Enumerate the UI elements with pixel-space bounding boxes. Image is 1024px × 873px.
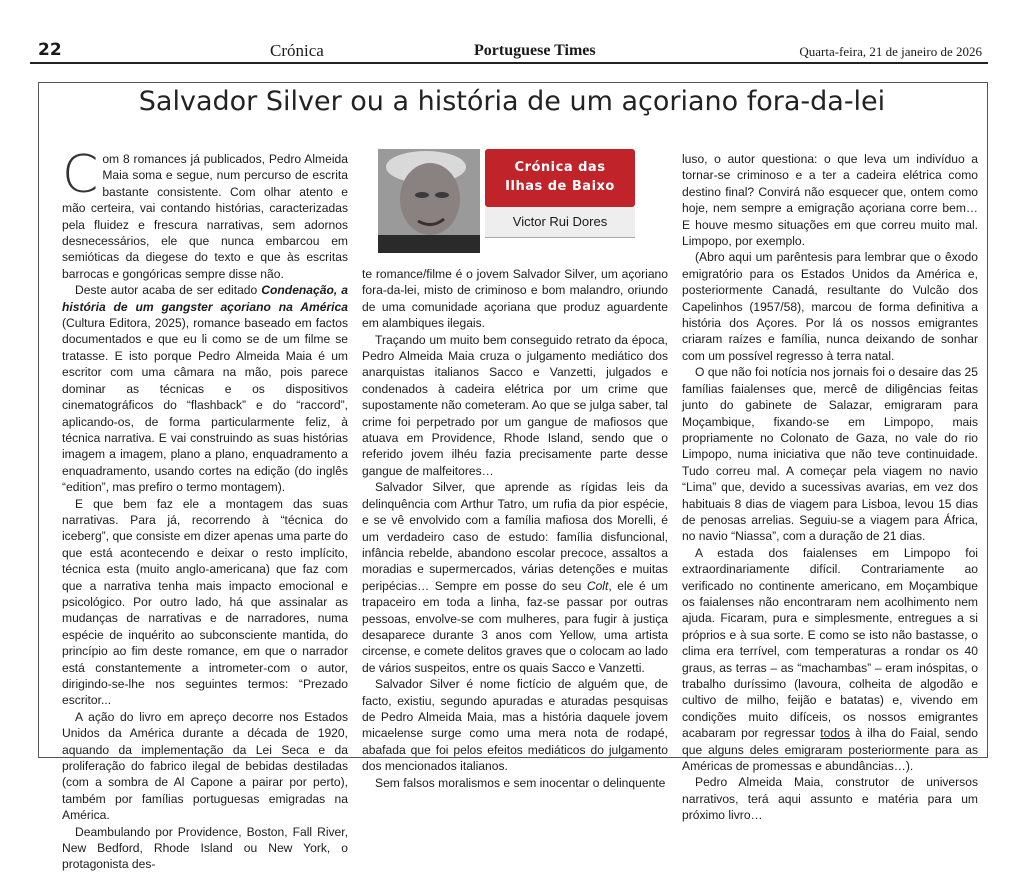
column-author: Victor Rui Dores xyxy=(485,207,635,238)
article-column-3 xyxy=(682,151,978,824)
article-column-1 xyxy=(62,145,348,873)
paragraph: Sem falsos moralismos e sem inocentar o delinquente xyxy=(375,775,666,790)
portrait-illustration xyxy=(378,149,480,253)
newspaper-name: Portuguese Times xyxy=(474,42,596,59)
paragraph: Pedro Almeida Maia, construtor de universos narrativos, terá aqui assunto e matéria para um próximo livro… xyxy=(682,775,978,823)
page-number: 22 xyxy=(38,40,62,60)
column-header-box xyxy=(378,149,658,253)
paragraph: A ação do livro em apreço decorre nos Estados Unidos da América durante a década de 1920, aquando da implementação da Lei Seca e da proliferação do fabrico ilegal de bebidas destiladas (com a sombra de Al Capone a pairar por perto), também por famílias portuguesas emigradas na América. xyxy=(62,709,348,823)
paragraph: Salvador Silver, que aprende as rígidas leis da delinquência com Arthur Tatro, um rufia da pior espécie, e se vê envolvido com a família mafiosa dos Morelli, é um verdadeiro caso de estudo: família disfuncional, infância rebelde, abandono escolar precoce, assaltos a moradias e supermercados, várias detenções e muitas peripécias… Sempre em posse do seu Colt, ele é um trapaceiro em toda a linha, faz-se passar por outras pessoas, envolve-se com mulheres, para fugir à justiça desaparece durante 3 anos com Yellow, uma artista circense, e comete delitos graves que o colocam ao lado de vários suspeitos, entre os quais Sacco e Vanzetti. xyxy=(362,480,669,675)
paragraph: Deste autor acaba de ser editado Condenação, a história de um gangster açoriano na América (Cultura Editora, 2025), romance baseado em factos documentados e que eu li como se de um filme se tratasse. E isto porque Pedro Almeida Maia é um escritor com uma câmara na mão, pois parece dominar as técnicas e os dispositivos cinematográficos do “flashback” e do “raccord”, aplicando-os, de forma particularmente feliz, à técnica narrativa. E vai construindo as suas histórias imagem a imagem, plano a plano, enquadramento a enquadramento, usando cortes na edição (do inglês “edition”, mas prefiro o termo montagem). xyxy=(62,283,348,495)
drop-cap: C xyxy=(62,145,99,205)
article-column-2 xyxy=(362,266,668,791)
issue-date: Quarta-feira, 21 de janeiro de 2026 xyxy=(799,44,982,59)
paragraph: O que não foi notícia nos jornais foi o desaire das 25 famílias faialenses que, mercê de diligências feitas junto do gabinete de Salazar, emigraram para Moçambique, fixando-se em Limpopo, mais propriamente no Colonato de Gaza, no vale do rio Limpopo, numa iniciativa que não teve continuidade. Tudo correu mal. A começar pela viagem no navio “Lima” que, devido a sucessivas avarias, em vez dos habituais 8 dias de viagem para Lisboa, levou 15 dias de penosas arrelias. Seguiu-se a viagem para África, no navio “Niassa”, com a duração de 21 dias. xyxy=(682,365,978,544)
paragraph: E que bem faz ele a montagem das suas narrativas. Para já, recorrendo à “técnica do iceberg”, que consiste em dizer apenas uma parte do que está acontecendo e deixar o resto implícito, técnica esta (muito anglo-americana) que faz com que a narrativa tenha mais impacto emocional e psicológico. Por outro lado, há que assinalar as mudanças de narrativas e de narradores, numa espécie de inquérito ao subconsciente mantida, do princípio ao fim deste romance, em que o narrador está constantemente a intrometer-com o autor, dirigindo-se-lhe nos seguintes termos: “Prezado escritor... xyxy=(62,496,348,708)
paragraph: te romance/filme é o jovem Salvador Silver, um açoriano fora-da-lei, misto de criminoso e bom malandro, oriundo de uma comunidade açoriana que produz aguardente em alambiques ilegais. xyxy=(362,267,668,331)
paragraph: Com 8 romances já publicados, Pedro Almeida Maia soma e segue, num percurso de escrita bastante consistente. Com olhar atento e mão certeira, vai contando histórias, caracterizadas pela fluidez e frescura narrativas, sem adornos desnecessários, ele que nunca embarcou em semióticas da diegese do texto e que às escritas barrocas e gongóricas sempre disse não. xyxy=(62,145,348,281)
article-title: Salvador Silver ou a história de um açoriano fora-da-lei xyxy=(138,86,886,117)
paragraph: luso, o autor questiona: o que leva um indivíduo a tornar-se criminoso e a ter a cadeira elétrica como destino final? Convirá não esquecer que, ontem como hoje, nem sempre a emigração açoriana corre bem… E houve mesmo situações em que correu muito mal. Limpopo, por exemplo. xyxy=(682,152,978,249)
column-title-line2: Ilhas de Baixo xyxy=(505,179,615,194)
paragraph: Traçando um muito bem conseguido retrato da época, Pedro Almeida Maia cruza o julgamento mediático dos anarquistas italianos Sacco e Vanzetti, julgados e condenados à cadeira elétrica por um crime que supostamente não cometeram. Ao que se julga saber, tal crime foi perpetrado por um gangue de mafiosos que atuava em Providence, Rhode Island, sendo que o referido jovem ilhéu fazia precisamente parte desse gangue de malfeitores… xyxy=(362,332,668,478)
book-title: Condenação, a história de um gangster açoriano na América xyxy=(62,283,348,314)
masthead xyxy=(30,40,988,64)
paragraph: Deambulando por Providence, Boston, Fall River, New Bedford, Rhode Island ou New York, o protagonista des- xyxy=(62,824,348,872)
paragraph: A estada dos faialenses em Limpopo foi extraordinariamente difícil. Contrariamente ao verificado no continente americano, em Moçambique os faialenses não encontraram nem acolhimento nem ajuda. Ficaram, pura e simplesmente, entregues a si próprios e à sua sorte. E como se isto não bastasse, o clima era terrível, com temperaturas a rondar os 40 graus, as terras – as “machambas” – eram inóspitas, o trabalho duríssimo (lavoura, colheita de algodão e cultivo de milho, feijão e batatas) e, vivendo em condições muito difíceis, os nossos emigrantes acabaram por regressar todos à ilha do Faial, sendo que alguns deles emigraram posteriormente para as Américas de promessas e abundâncias…). xyxy=(682,545,979,774)
column-banner xyxy=(485,149,635,207)
column-title-line1: Crónica das xyxy=(514,160,606,175)
author-portrait-icon xyxy=(378,149,480,253)
emphasis: Colt xyxy=(586,578,609,593)
paragraph: Salvador Silver é nome fictício de alguém que, de facto, existiu, segundo apuradas e aturadas pesquisas de Pedro Almeida Maia, mas a história daquele jovem micaelense surge como uma mera nota de rodapé, abafada que foi pelos efeitos mediáticos do julgamento dos mencionados italianos. xyxy=(362,677,668,774)
section-name: Crónica xyxy=(270,41,324,60)
underlined-word: todos xyxy=(820,726,850,741)
paragraph: (Abro aqui um parêntesis para lembrar que o êxodo emigratório para os Estados Unidos da América e, posteriormente Canadá, resultante do Vulcão dos Capelinhos (1957/58), marcou de forma definitiva a história dos Açores. Por lá os nossos emigrantes criaram raízes e família, nunca deixando de sonhar com um possível regresso à terra natal. xyxy=(682,250,978,363)
